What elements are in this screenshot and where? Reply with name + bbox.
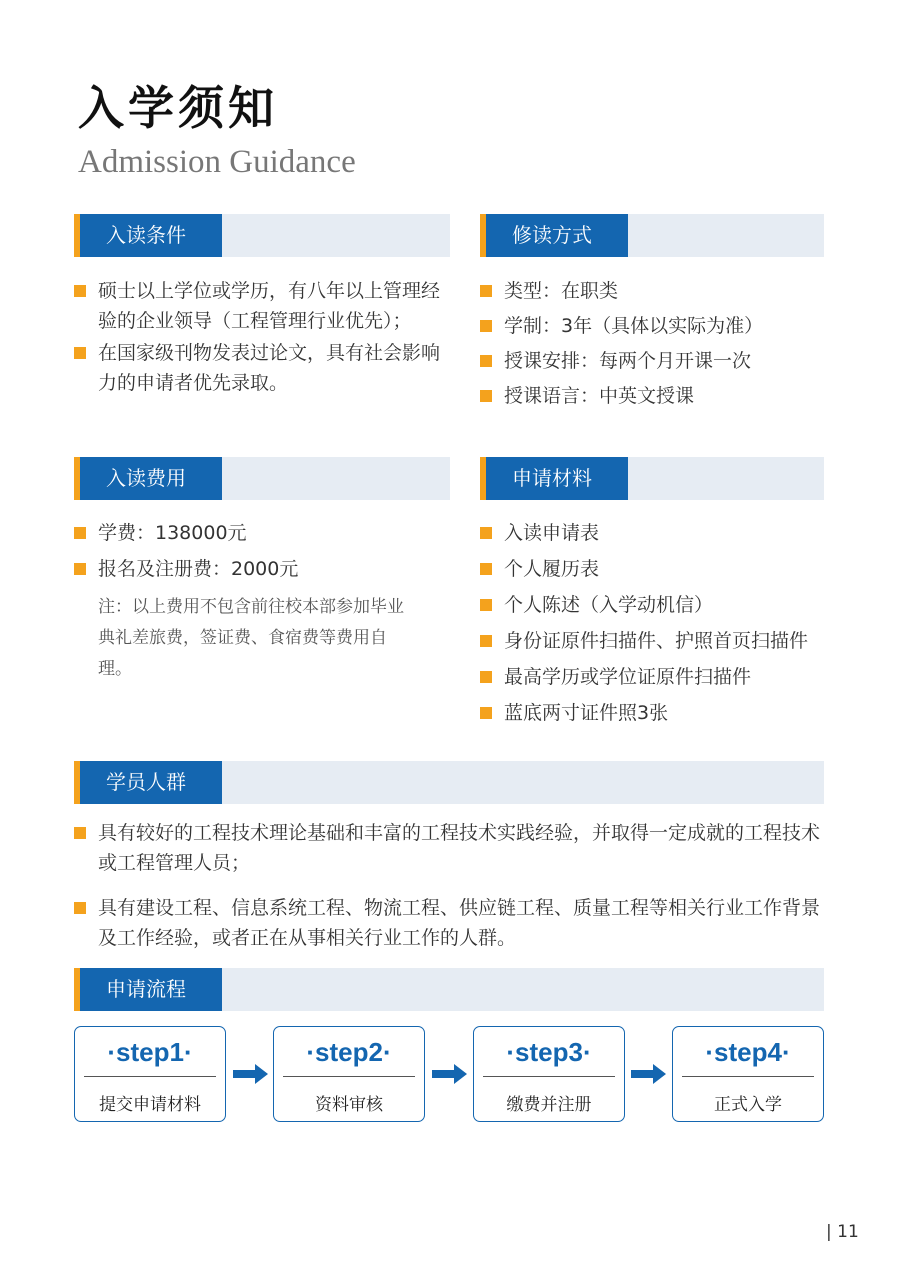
list-item: 在国家级刊物发表过论文，具有社会影响力的申请者优先录取。 (74, 338, 458, 398)
step-name: 缴费并注册 (506, 1095, 592, 1115)
section-title-students: 学员人群 (74, 761, 222, 804)
bullet-icon (480, 355, 492, 367)
list-item: 个人陈述（入学动机信） (480, 590, 824, 620)
list-item: 具有较好的工程技术理论基础和丰富的工程技术实践经验，并取得一定成就的工程技术或工程管理人员； (74, 818, 826, 878)
bullet-icon (74, 827, 86, 839)
list-item: 个人履历表 (480, 554, 824, 584)
step-box-1 (74, 1026, 226, 1122)
section-title-conditions: 入读条件 (74, 214, 222, 257)
step-name: 资料审核 (315, 1095, 383, 1115)
page-number: | 11 (826, 1222, 859, 1242)
list-item: 授课安排：每两个月开课一次 (480, 346, 824, 376)
bullet-icon (480, 320, 492, 332)
list-item: 具有建设工程、信息系统工程、物流工程、供应链工程、质量工程等相关行业工作背景及工作经验，或者正在从事相关行业工作的人群。 (74, 893, 826, 953)
bullet-icon (480, 390, 492, 402)
step-label: ·step2· (306, 1037, 392, 1067)
bullet-icon (480, 707, 492, 719)
step-label: ·step1· (107, 1037, 193, 1067)
section-header-conditions (74, 214, 450, 257)
section-title-mode: 修读方式 (480, 214, 628, 257)
step-name: 提交申请材料 (99, 1095, 201, 1115)
bullet-icon (480, 671, 492, 683)
step-label: ·step4· (705, 1037, 791, 1067)
bullet-icon (480, 635, 492, 647)
bullet-icon (480, 599, 492, 611)
list-item: 蓝底两寸证件照3张 (480, 698, 824, 728)
arrow-right-icon (432, 1063, 468, 1085)
list-item: 报名及注册费：2000元 (74, 554, 454, 584)
bullet-icon (480, 527, 492, 539)
step-box-4 (672, 1026, 824, 1122)
arrow-right-icon (631, 1063, 667, 1085)
divider (483, 1076, 615, 1077)
page-title: 入学须知 (78, 81, 278, 135)
section-title-materials: 申请材料 (480, 457, 628, 500)
bullet-icon (74, 527, 86, 539)
arrow-right-icon (233, 1063, 269, 1085)
divider (283, 1076, 415, 1077)
list-item: 硕士以上学位或学历，有八年以上管理经验的企业领导（工程管理行业优先）； (74, 276, 458, 336)
bullet-icon (74, 563, 86, 575)
bullet-icon (480, 285, 492, 297)
list-item: 学费：138000元 (74, 518, 454, 548)
bullet-icon (74, 347, 86, 359)
section-title-process: 申请流程 (74, 968, 222, 1011)
bullet-icon (480, 563, 492, 575)
step-label: ·step3· (506, 1037, 592, 1067)
section-header-students (74, 761, 824, 804)
list-item: 学制：3年（具体以实际为准） (480, 311, 824, 341)
fees-note: 注：以上费用不包含前往校本部参加毕业典礼差旅费，签证费、食宿费等费用自理。 (98, 597, 404, 679)
step-box-3 (473, 1026, 625, 1122)
section-header-process (74, 968, 824, 1011)
section-header-mode (480, 214, 824, 257)
bullet-icon (74, 902, 86, 914)
section-title-fees: 入读费用 (74, 457, 222, 500)
step-box-2 (273, 1026, 425, 1122)
page-subtitle: Admission Guidance (78, 144, 356, 180)
section-header-materials (480, 457, 824, 500)
section-header-fees (74, 457, 450, 500)
list-item: 入读申请表 (480, 518, 824, 548)
divider (84, 1076, 216, 1077)
list-item: 身份证原件扫描件、护照首页扫描件 (480, 626, 824, 656)
bullet-icon (74, 285, 86, 297)
divider (682, 1076, 814, 1077)
list-item: 授课语言：中英文授课 (480, 381, 824, 411)
list-item: 最高学历或学位证原件扫描件 (480, 662, 824, 692)
list-item: 类型：在职类 (480, 276, 824, 306)
step-name: 正式入学 (714, 1095, 782, 1115)
